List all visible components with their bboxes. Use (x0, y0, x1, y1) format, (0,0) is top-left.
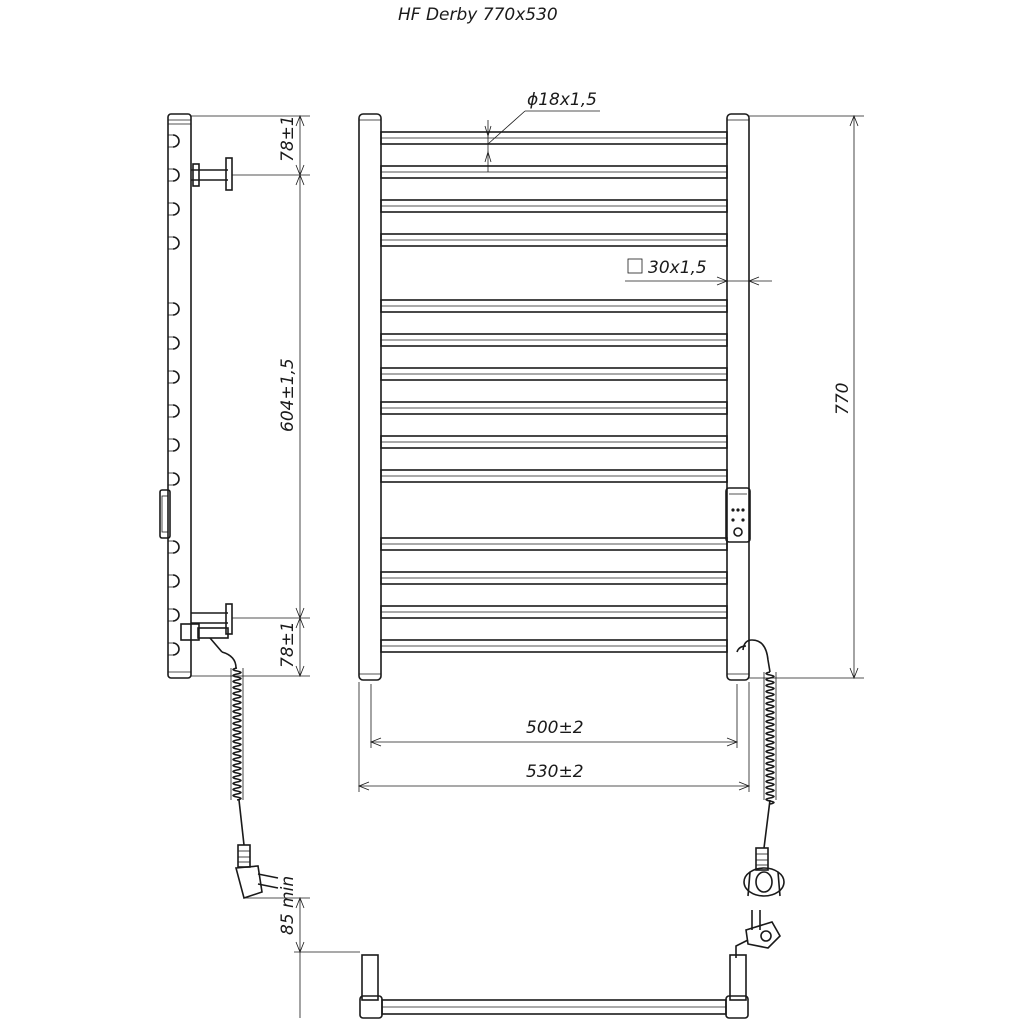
mount-spacing-dimension: 604±1,5 (278, 358, 298, 432)
top-wall-bracket (191, 158, 232, 190)
side-view-tube-ends (168, 135, 179, 655)
profile-label: 30x1,5 (648, 258, 707, 278)
front-left-upright (359, 114, 381, 680)
floor-clearance-dimension-lines (244, 898, 360, 1018)
side-tube-end-11 (168, 541, 179, 553)
front-rail-10 (381, 470, 727, 482)
front-rail-13 (381, 606, 727, 618)
side-tube-end-13 (168, 609, 179, 621)
front-rail-8 (381, 402, 727, 414)
side-coiled-cable (222, 652, 244, 845)
front-rail-2 (381, 166, 727, 178)
front-coiled-cable (737, 640, 776, 848)
top-view-right-post (730, 955, 746, 1000)
height-label: 770 (833, 382, 853, 415)
side-tube-end-6 (168, 337, 179, 349)
side-view (160, 114, 310, 898)
bottom-mount-dimension: 78±1 (278, 621, 298, 668)
front-rail-14 (381, 640, 727, 652)
front-controller (726, 488, 750, 542)
drawing-title: HF Derby 770x530 (398, 5, 558, 25)
front-rail-5 (381, 300, 727, 312)
side-tube-end-4 (168, 237, 179, 249)
front-rail-11 (381, 538, 727, 550)
side-view-upright (168, 114, 191, 678)
side-tube-end-9 (168, 439, 179, 451)
side-tube-end-7 (168, 371, 179, 383)
front-rail-3 (381, 200, 727, 212)
top-view (360, 955, 748, 1018)
outer-width-label: 530±2 (526, 762, 584, 782)
side-tube-end-10 (168, 473, 179, 485)
top-view-left-post (362, 955, 378, 1000)
floor-clearance-label: 85 min (278, 875, 298, 935)
wall-socket (736, 910, 780, 958)
side-coil-spring (231, 668, 243, 800)
front-rail-6 (381, 334, 727, 346)
front-coil-spring (764, 672, 776, 804)
top-mount-dimension: 78±1 (278, 115, 298, 162)
front-rail-4 (381, 234, 727, 246)
side-tube-end-2 (168, 169, 179, 181)
side-tube-end-12 (168, 575, 179, 587)
front-rail-9 (381, 436, 727, 448)
tube-diameter-label: ϕ18x1,5 (527, 90, 597, 110)
side-tube-end-14 (168, 643, 179, 655)
tube-diameter-callout (485, 111, 600, 172)
front-rail-1 (381, 132, 727, 144)
front-rail-7 (381, 368, 727, 380)
front-right-upright (727, 114, 749, 680)
bottom-wall-bracket (191, 604, 232, 634)
front-view (359, 90, 864, 958)
side-cable-connector (181, 624, 228, 652)
side-plug (236, 845, 278, 898)
side-tube-end-3 (168, 203, 179, 215)
front-rail-12 (381, 572, 727, 584)
front-plug (744, 848, 784, 896)
side-tube-end-8 (168, 405, 179, 417)
front-view-rails (381, 132, 727, 652)
inner-width-label: 500±2 (526, 718, 584, 738)
side-tube-end-5 (168, 303, 179, 315)
side-tube-end-1 (168, 135, 179, 147)
